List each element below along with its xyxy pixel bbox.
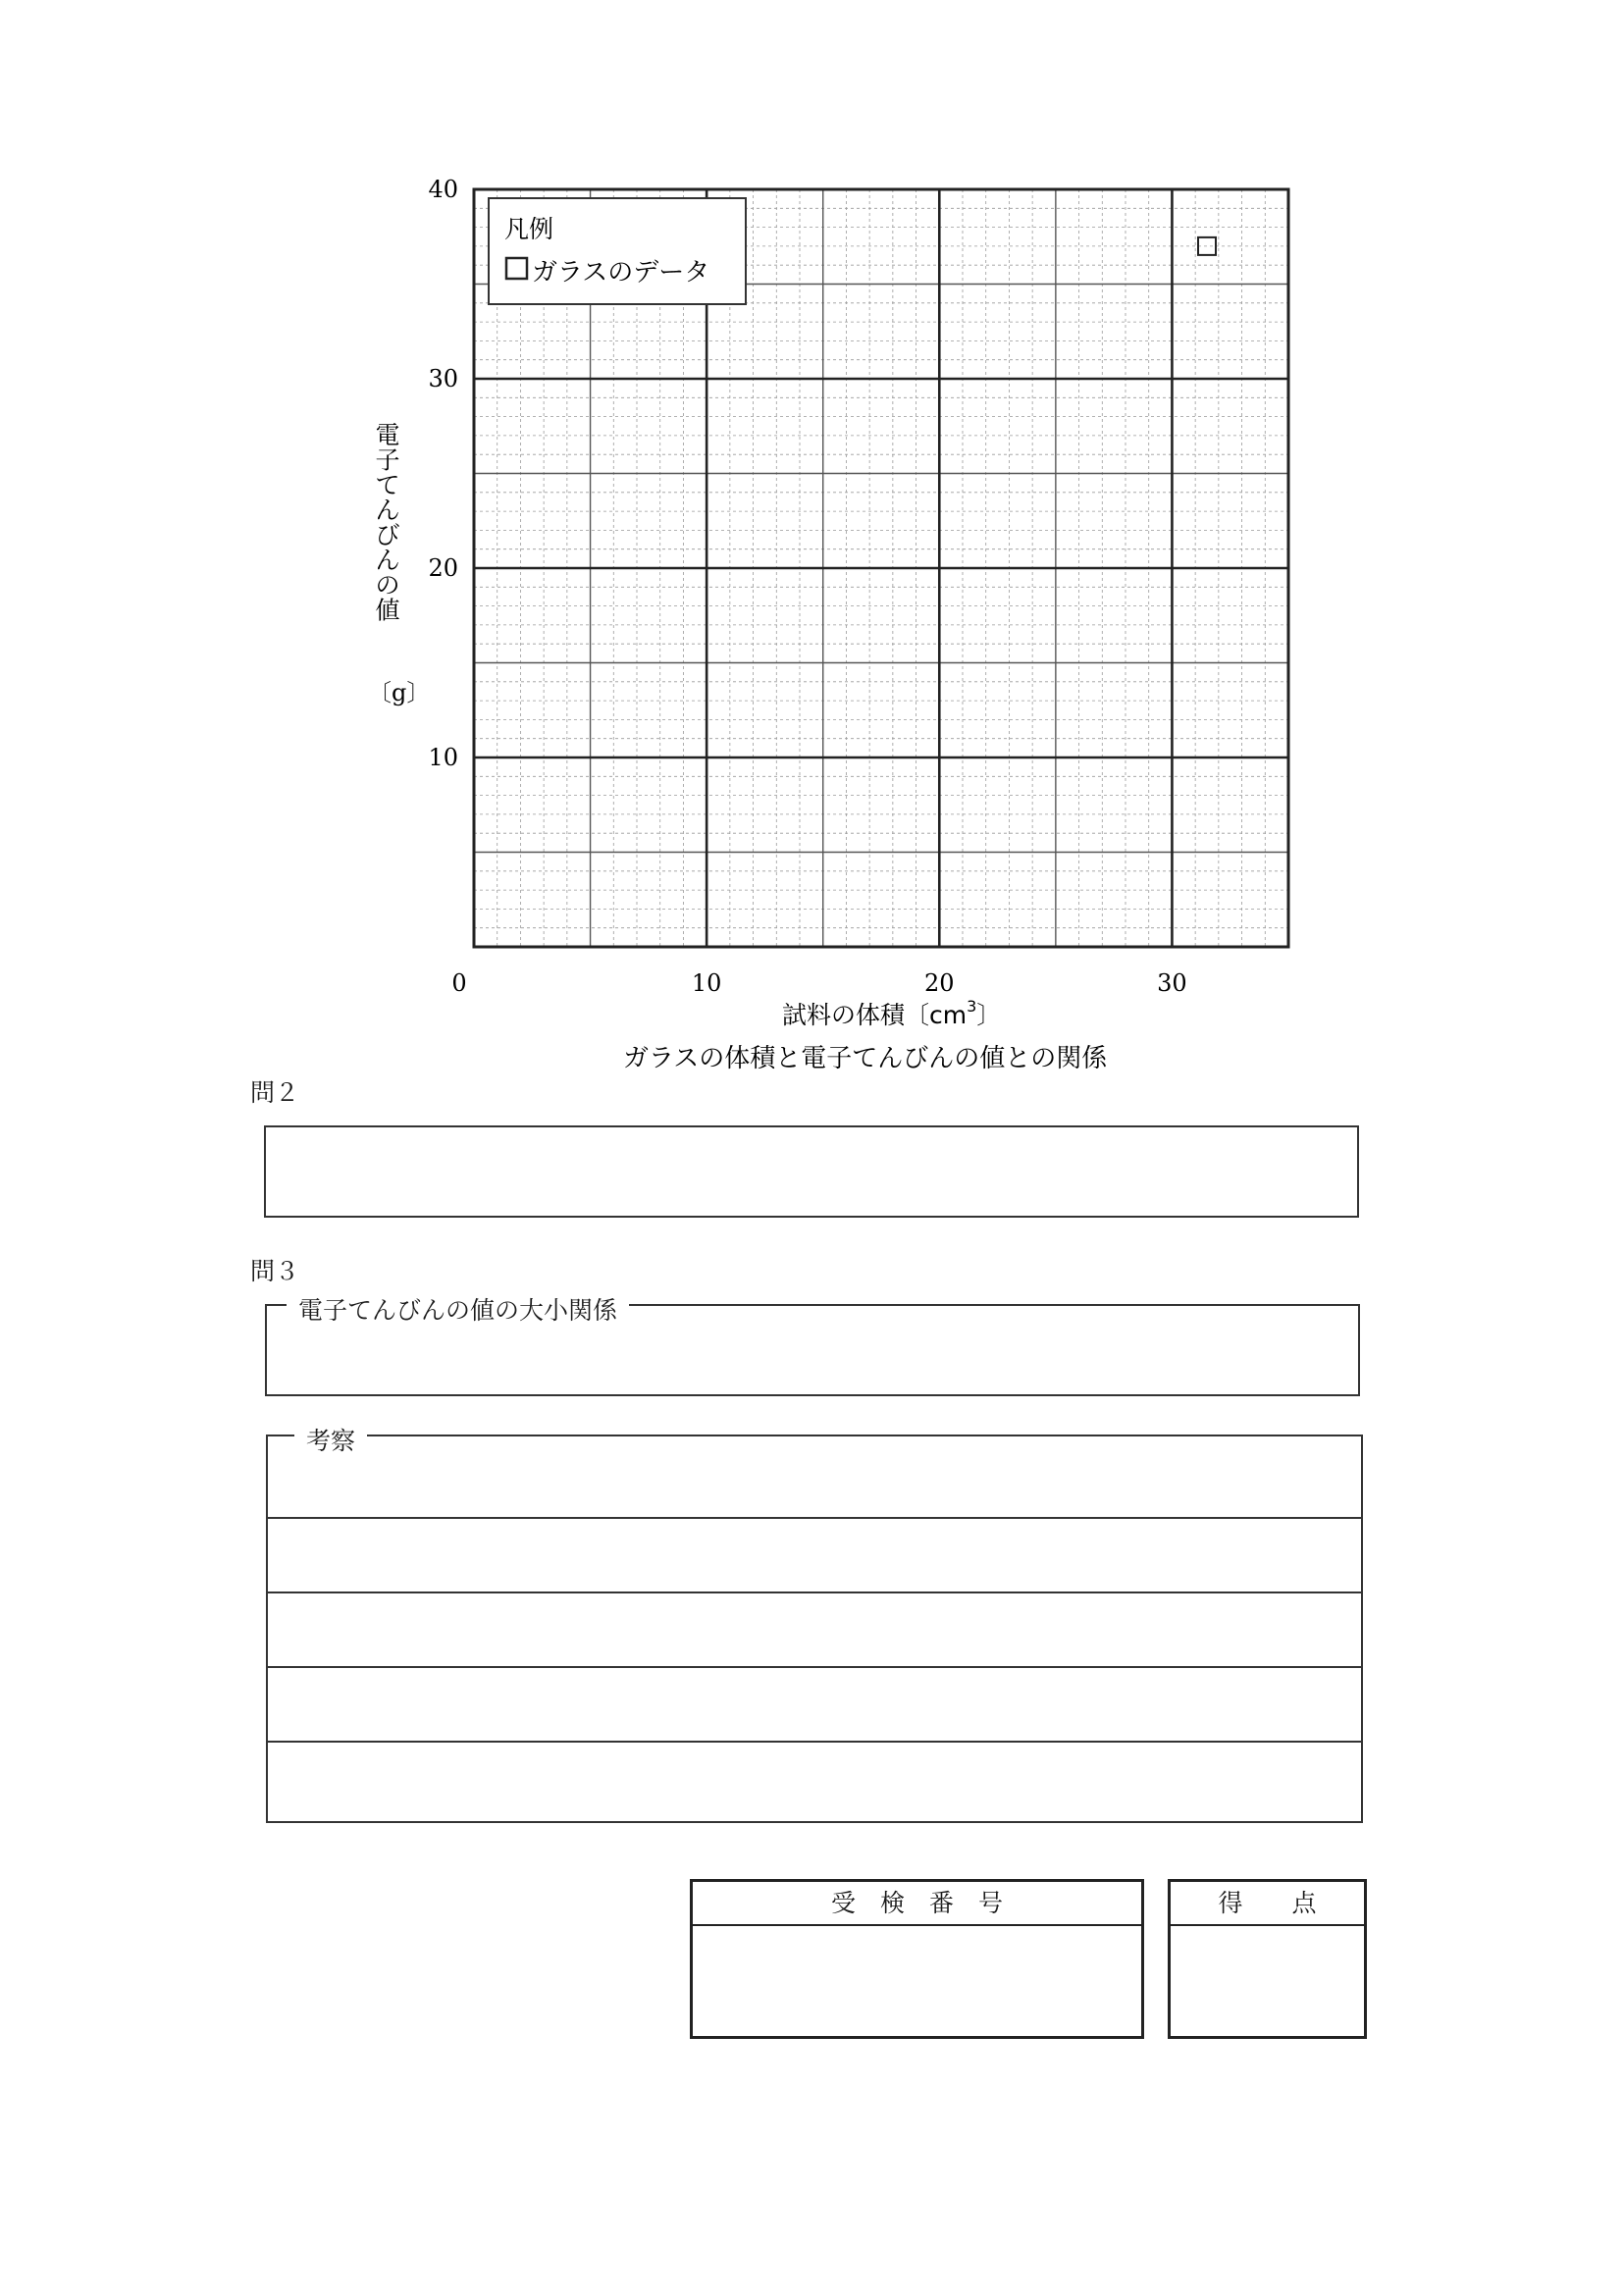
y-axis-label-char: 値 [375, 596, 400, 625]
score-header [1171, 1882, 1364, 1926]
x-axis-label: 試料の体積〔$cm^3$〕 [782, 997, 1002, 1029]
chart-title: ガラスの体積と電子てんびんの値との関係 [623, 1044, 1108, 1073]
ruled-line [268, 1666, 1361, 1668]
y-tick-label: 30 [428, 365, 458, 392]
y-axis-label [375, 421, 399, 625]
y-axis-label-char: び [375, 521, 400, 549]
x-tick-labels [451, 969, 1186, 997]
question-3-discussion-box[interactable] [266, 1435, 1363, 1823]
score-label: 得 点 [1218, 1889, 1317, 1917]
y-tick-label: 10 [428, 744, 458, 771]
y-axis-label-char: ん [375, 496, 400, 525]
question-3-discussion-title: 考察 [294, 1422, 367, 1457]
question-3-label: 問３ [250, 1257, 300, 1285]
question-3-comparison-title: 電子てんびんの値の大小関係 [287, 1291, 629, 1327]
y-axis-label-char: 電 [375, 421, 400, 449]
y-tick-labels [428, 176, 458, 771]
y-axis-label-char: 子 [375, 445, 400, 475]
ruled-line [268, 1517, 1361, 1519]
x-tick-label: 0 [451, 969, 467, 997]
exam-number-label: 受 検 番 号 [830, 1889, 1003, 1917]
y-axis-label-char: の [375, 571, 400, 600]
legend [489, 198, 746, 304]
y-axis-label-char: て [375, 471, 400, 499]
score-box[interactable] [1168, 1879, 1367, 2039]
legend-title: 凡例 [504, 215, 554, 243]
x-tick-label: 30 [1157, 969, 1187, 997]
y-tick-label: 20 [428, 554, 458, 582]
x-tick-label: 20 [924, 969, 955, 997]
exam-number-header [693, 1882, 1141, 1926]
ruled-line [268, 1741, 1361, 1743]
ruled-line [268, 1592, 1361, 1593]
legend-entry: ガラスのデータ [532, 258, 710, 287]
x-tick-label: 10 [691, 969, 722, 997]
y-tick-label: 40 [428, 176, 458, 203]
y-axis-label-char: ん [375, 546, 400, 575]
question-2-label: 問２ [250, 1078, 300, 1107]
question-2-answer-box[interactable] [264, 1125, 1359, 1218]
y-axis-unit: 〔g〕 [368, 679, 431, 706]
exam-number-box[interactable] [690, 1879, 1144, 2039]
